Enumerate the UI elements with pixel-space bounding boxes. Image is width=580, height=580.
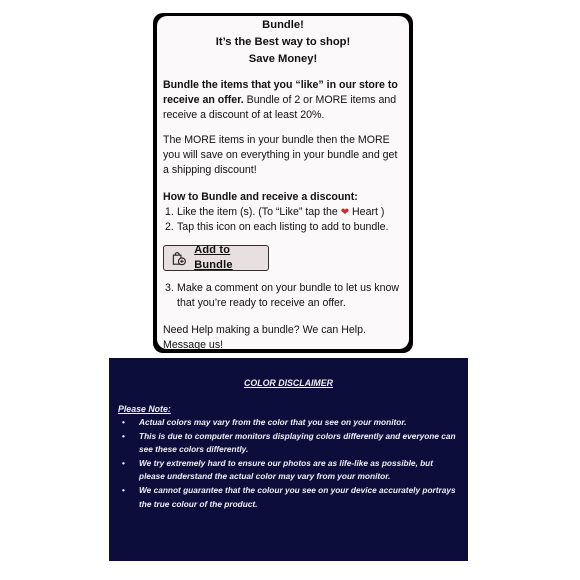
step-1-text-end: Heart ): [349, 206, 385, 218]
intro-paragraph: [163, 78, 409, 123]
bundle-heading: [157, 17, 409, 68]
heading-line-2: It’s the Best way to shop!: [215, 36, 351, 48]
heading-line-1: Bundle!: [262, 19, 304, 31]
list-item-text: We cannot guarantee that the colour you see on your device accurately portrays the true colour of the product.: [139, 484, 456, 509]
list-item: [122, 430, 458, 457]
bundle-info-content: [157, 16, 409, 349]
add-to-bundle-label: Add to Bundle: [194, 244, 233, 271]
list-item-text: Actual colors may vary from the color that you see on your monitor.: [139, 417, 407, 427]
list-item-text: This is due to computer monitors displaying colors differently and everyone can see these colors differently.: [139, 430, 456, 455]
list-item: [122, 457, 458, 484]
bundle-info-card: [153, 13, 413, 353]
bullet-icon: •: [122, 430, 125, 441]
disclaimer-title: COLOR DISCLAIMER: [244, 378, 333, 388]
step-3: [165, 281, 409, 311]
list-item-text: We try extremely hard to ensure our photos are as life-like as possible, but please understand the actual color may vary from your monitor.: [139, 457, 434, 482]
how-to-title: How to Bundle and receive a discount:: [163, 191, 358, 203]
heart-icon: ❤: [340, 207, 350, 218]
step-1: [165, 205, 409, 220]
step-2-number: 2.: [165, 221, 174, 233]
heading-line-3: Save Money!: [248, 53, 318, 65]
step-1-number: 1.: [165, 206, 174, 218]
bullet-icon: •: [122, 417, 125, 427]
list-item: [122, 484, 458, 511]
bullet-icon: •: [122, 457, 125, 468]
list-item: [122, 416, 458, 430]
disclaimer-list: [122, 416, 458, 511]
intro-regular-text: Bundle of 2 or MORE items and receive a discount of at least 20%.: [163, 94, 397, 121]
please-note-label: Please Note:: [118, 404, 171, 414]
step-2: [165, 220, 409, 235]
step-3-text: Make a comment on your bundle to let us know that you’re ready to receive an offer.: [177, 282, 399, 309]
bullet-icon: •: [122, 484, 125, 495]
step-1-text: [177, 205, 384, 220]
shopping-bag-plus-icon: [171, 250, 186, 266]
step-2-text: Tap this icon on each listing to add to bundle.: [177, 221, 389, 233]
color-disclaimer-panel: [109, 358, 468, 561]
more-items-paragraph: The MORE items in your bundle then the MORE you will save on everything in your bundle and get a shipping discount!: [163, 134, 398, 176]
help-text: Need Help making a bundle? We can Help. Message us!: [163, 324, 366, 349]
add-to-bundle-button[interactable]: [163, 245, 269, 271]
step-1-text-start: Like the item (s). (To “Like” tap the: [177, 206, 341, 218]
intro-bold-text: Bundle the items that you “like” in our store to receive an offer.: [163, 79, 398, 106]
step-3-number: 3.: [165, 282, 174, 294]
